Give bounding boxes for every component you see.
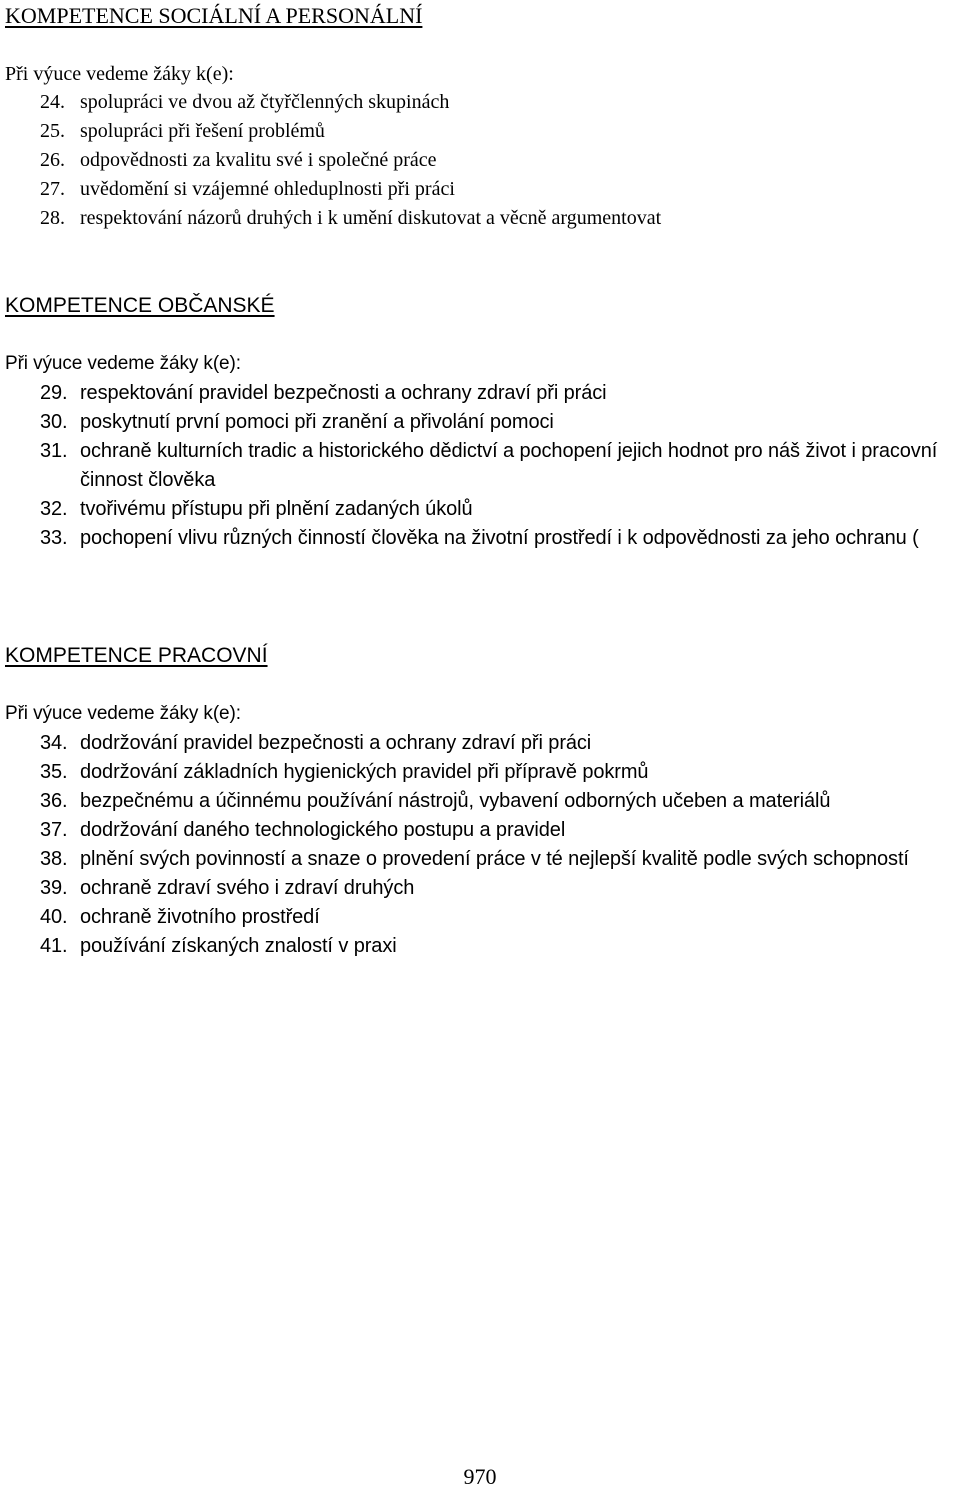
item-number: 27. [40,178,65,200]
item-text: tvořivému přístupu při plnění zadaných úkolů [80,498,473,520]
section-heading-social-personal: KOMPETENCE SOCIÁLNÍ A PERSONÁLNÍ [5,3,423,28]
item-text: poskytnutí první pomoci při zranění a přivolání pomoci [80,411,554,433]
item-number: 35. [40,761,68,783]
item-number: 36. [40,790,68,812]
item-number: 41. [40,935,68,957]
competence-list-social-personal [0,88,960,233]
list-item [0,729,960,758]
item-text: ochraně kulturních tradic a historického dědictví a pochopení jejich hodnot pro náš život i pracovní činnost člověka [80,440,938,491]
section-intro: Při výuce vedeme žáky k(e): [5,703,241,724]
item-number: 34. [40,732,68,754]
item-text: plnění svých povinností a snaze o provedení práce v té nejlepší kvalitě podle svých schopností [80,848,909,870]
item-number: 33. [40,527,68,549]
item-number: 31. [40,440,68,462]
item-number: 28. [40,207,65,229]
item-text: uvědomění si vzájemné ohleduplnosti při práci [80,178,455,200]
item-number: 40. [40,906,68,928]
item-text: dodržování pravidel bezpečnosti a ochrany zdraví při práci [80,732,592,754]
item-number: 30. [40,411,68,433]
list-item [0,874,960,903]
item-text: bezpečnému a účinnému používání nástrojů, vybavení odborných učeben a materiálů [80,790,831,812]
list-item [0,437,960,495]
item-number: 32. [40,498,68,520]
item-text: odpovědnosti za kvalitu své i společné práce [80,149,437,171]
item-text: spolupráci ve dvou až čtyřčlenných skupinách [80,91,450,113]
item-text: pochopení vlivu různých činností člověka na životní prostředí i k odpovědnosti za jeho ochranu ( [80,527,919,549]
list-item [0,758,960,787]
item-text: dodržování daného technologického postupu a pravidel [80,819,566,841]
list-item [0,932,960,961]
item-text: respektování pravidel bezpečnosti a ochrany zdraví při práci [80,382,607,404]
list-item [0,408,960,437]
list-item [0,903,960,932]
section-heading-work: KOMPETENCE PRACOVNÍ [5,644,268,667]
item-text: používání získaných znalostí v praxi [80,935,397,957]
list-item [0,379,960,408]
list-item [0,175,960,204]
item-text: respektování názorů druhých i k umění diskutovat a věcně argumentovat [80,207,662,229]
item-number: 25. [40,120,65,142]
item-text: spolupráci při řešení problémů [80,120,325,142]
list-item [0,204,960,233]
section-intro: Při výuce vedeme žáky k(e): [5,353,241,374]
item-number: 37. [40,819,68,841]
list-item [0,146,960,175]
item-number: 24. [40,91,65,113]
section-intro: Při výuce vedeme žáky k(e): [5,63,234,85]
list-item [0,88,960,117]
item-text: ochraně životního prostředí [80,906,320,928]
item-text: ochraně zdraví svého i zdraví druhých [80,877,415,899]
list-item [0,524,960,553]
section-heading-civic: KOMPETENCE OBČANSKÉ [5,294,275,317]
item-number: 39. [40,877,68,899]
list-item [0,495,960,524]
item-text: dodržování základních hygienických pravidel při přípravě pokrmů [80,761,649,783]
competence-list-work [0,729,960,961]
competence-list-civic [0,379,960,553]
item-number: 38. [40,848,68,870]
item-number: 29. [40,382,68,404]
list-item [0,845,960,874]
page-number: 970 [463,1464,497,1489]
list-item [0,787,960,816]
item-number: 26. [40,149,65,171]
list-item [0,816,960,845]
list-item [0,117,960,146]
